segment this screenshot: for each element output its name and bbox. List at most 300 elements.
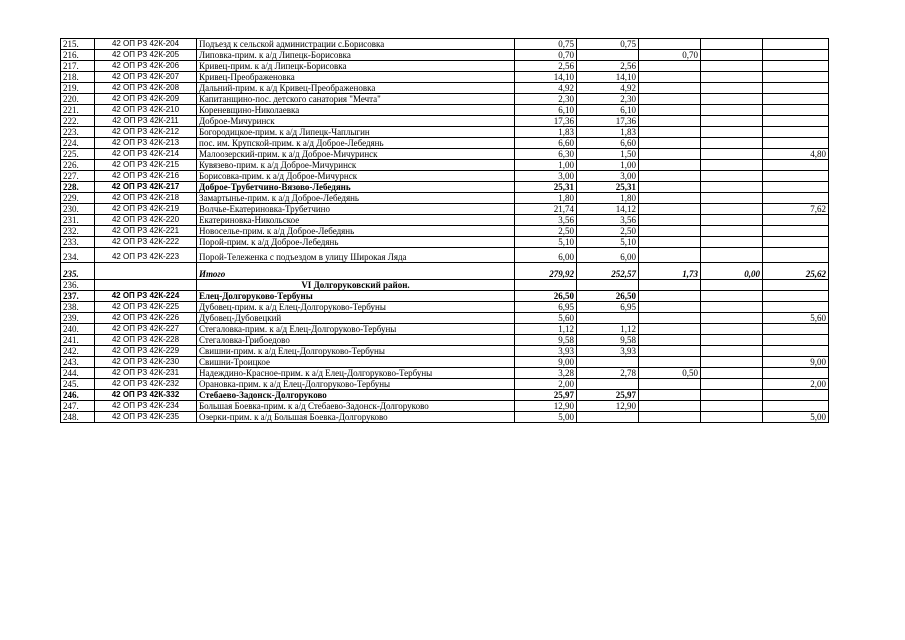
unpaved-length-cell: 9,00 <box>763 357 829 368</box>
road-name-cell: Стегаловка-Грибоедово <box>197 335 515 346</box>
other-length-cell <box>701 237 763 248</box>
row-number-cell: 232. <box>61 226 95 237</box>
table-row <box>61 280 829 291</box>
other-length-cell: 0,00 <box>701 263 763 280</box>
row-number-cell: 242. <box>61 346 95 357</box>
gravel-length-cell <box>639 138 701 149</box>
unpaved-length-cell <box>763 116 829 127</box>
road-name-cell: Кривец-прим. к а/д Липецк-Борисовка <box>197 61 515 72</box>
total-length-cell: 17,36 <box>515 116 577 127</box>
row-number-cell: 247. <box>61 401 95 412</box>
unpaved-length-cell <box>763 171 829 182</box>
asphalt-length-cell: 12,90 <box>577 401 639 412</box>
road-code-cell: 42 ОП РЗ 42К-204 <box>95 39 197 50</box>
road-code-cell: 42 ОП РЗ 42К-221 <box>95 226 197 237</box>
unpaved-length-cell <box>763 182 829 193</box>
table-row <box>61 401 829 412</box>
road-code-cell: 42 ОП РЗ 42К-227 <box>95 324 197 335</box>
road-name-cell: Дальний-прим. к а/д Кривец-Преображеновка <box>197 83 515 94</box>
road-name-cell: Доброе-Мичуринск <box>197 116 515 127</box>
other-length-cell <box>701 357 763 368</box>
road-code-cell: 42 ОП РЗ 42К-230 <box>95 357 197 368</box>
road-code-cell: 42 ОП РЗ 42К-234 <box>95 401 197 412</box>
road-code-cell: 42 ОП РЗ 42К-222 <box>95 237 197 248</box>
road-name-cell: Орановка-прим. к а/д Елец-Долгоруково-Тербуны <box>197 379 515 390</box>
row-number-cell: 235. <box>61 263 95 280</box>
unpaved-length-cell: 25,62 <box>763 263 829 280</box>
total-length-cell: 12,90 <box>515 401 577 412</box>
table-body <box>61 39 829 423</box>
table-row <box>61 83 829 94</box>
gravel-length-cell <box>639 215 701 226</box>
road-name-cell: Елец-Долгоруково-Тербуны <box>197 291 515 302</box>
other-length-cell <box>701 138 763 149</box>
road-code-cell: 42 ОП РЗ 42К-228 <box>95 335 197 346</box>
unpaved-length-cell <box>763 237 829 248</box>
table-row <box>61 226 829 237</box>
other-length-cell <box>701 160 763 171</box>
road-code-cell: 42 ОП РЗ 42К-206 <box>95 61 197 72</box>
other-length-cell <box>701 302 763 313</box>
table-row <box>61 50 829 61</box>
row-number-cell: 227. <box>61 171 95 182</box>
asphalt-length-cell: 6,95 <box>577 302 639 313</box>
road-name-cell: Свишни-прим. к а/д Елец-Долгоруково-Тербуны <box>197 346 515 357</box>
unpaved-length-cell <box>763 138 829 149</box>
other-length-cell <box>701 313 763 324</box>
total-length-cell: 2,50 <box>515 226 577 237</box>
total-length-cell: 1,00 <box>515 160 577 171</box>
row-number-cell: 236. <box>61 280 95 291</box>
table-row <box>61 116 829 127</box>
asphalt-length-cell: 1,00 <box>577 160 639 171</box>
road-name-cell: Итого <box>197 263 515 280</box>
asphalt-length-cell: 2,50 <box>577 226 639 237</box>
gravel-length-cell <box>639 280 701 291</box>
road-name-cell: Замартынье-прим. к а/д Доброе-Лебедянь <box>197 193 515 204</box>
other-length-cell <box>701 39 763 50</box>
gravel-length-cell <box>639 204 701 215</box>
unpaved-length-cell: 2,00 <box>763 379 829 390</box>
road-code-cell: 42 ОП РЗ 42К-214 <box>95 149 197 160</box>
gravel-length-cell: 1,73 <box>639 263 701 280</box>
table-row <box>61 149 829 160</box>
table-row <box>61 160 829 171</box>
other-length-cell <box>701 346 763 357</box>
gravel-length-cell <box>639 412 701 423</box>
gravel-length-cell <box>639 105 701 116</box>
total-length-cell: 6,30 <box>515 149 577 160</box>
gravel-length-cell: 0,70 <box>639 50 701 61</box>
road-code-cell: 42 ОП РЗ 42К-231 <box>95 368 197 379</box>
asphalt-length-cell <box>577 357 639 368</box>
asphalt-length-cell <box>577 313 639 324</box>
road-code-cell: 42 ОП РЗ 42К-207 <box>95 72 197 83</box>
gravel-length-cell <box>639 94 701 105</box>
road-name-cell: Надеждино-Красное-прим. к а/д Елец-Долгоруково-Тербуны <box>197 368 515 379</box>
table-row <box>61 313 829 324</box>
unpaved-length-cell <box>763 127 829 138</box>
total-length-cell: 3,00 <box>515 171 577 182</box>
other-length-cell <box>701 324 763 335</box>
unpaved-length-cell <box>763 226 829 237</box>
asphalt-length-cell: 26,50 <box>577 291 639 302</box>
other-length-cell <box>701 94 763 105</box>
asphalt-length-cell: 4,92 <box>577 83 639 94</box>
other-length-cell <box>701 61 763 72</box>
asphalt-length-cell: 2,78 <box>577 368 639 379</box>
other-length-cell <box>701 248 763 263</box>
row-number-cell: 238. <box>61 302 95 313</box>
gravel-length-cell <box>639 116 701 127</box>
unpaved-length-cell <box>763 368 829 379</box>
row-number-cell: 225. <box>61 149 95 160</box>
row-number-cell: 217. <box>61 61 95 72</box>
road-name-cell: Екатериновка-Никольское <box>197 215 515 226</box>
gravel-length-cell <box>639 248 701 263</box>
table-row <box>61 291 829 302</box>
asphalt-length-cell: 0,75 <box>577 39 639 50</box>
road-code-cell: 42 ОП РЗ 42К-229 <box>95 346 197 357</box>
total-length-cell: 3,56 <box>515 215 577 226</box>
other-length-cell <box>701 335 763 346</box>
total-length-cell: 1,83 <box>515 127 577 138</box>
total-length-cell: 0,75 <box>515 39 577 50</box>
asphalt-length-cell <box>577 379 639 390</box>
table-row <box>61 379 829 390</box>
road-code-cell: 42 ОП РЗ 42К-216 <box>95 171 197 182</box>
row-number-cell: 215. <box>61 39 95 50</box>
total-length-cell: 26,50 <box>515 291 577 302</box>
unpaved-length-cell: 7,62 <box>763 204 829 215</box>
unpaved-length-cell <box>763 302 829 313</box>
road-code-cell: 42 ОП РЗ 42К-232 <box>95 379 197 390</box>
total-length-cell: 6,60 <box>515 138 577 149</box>
road-code-cell: 42 ОП РЗ 42К-226 <box>95 313 197 324</box>
table-row <box>61 390 829 401</box>
unpaved-length-cell <box>763 61 829 72</box>
table-row <box>61 127 829 138</box>
road-code-cell: 42 ОП РЗ 42К-224 <box>95 291 197 302</box>
unpaved-length-cell <box>763 280 829 291</box>
road-code-cell <box>95 263 197 280</box>
table-row <box>61 215 829 226</box>
row-number-cell: 228. <box>61 182 95 193</box>
total-length-cell: 5,10 <box>515 237 577 248</box>
asphalt-length-cell: 1,83 <box>577 127 639 138</box>
gravel-length-cell <box>639 335 701 346</box>
asphalt-length-cell: 25,31 <box>577 182 639 193</box>
asphalt-length-cell: 3,00 <box>577 171 639 182</box>
total-length-cell: 3,93 <box>515 346 577 357</box>
road-code-cell: 42 ОП РЗ 42К-205 <box>95 50 197 61</box>
road-code-cell: 42 ОП РЗ 42К-212 <box>95 127 197 138</box>
row-number-cell: 237. <box>61 291 95 302</box>
table-row <box>61 357 829 368</box>
row-number-cell: 233. <box>61 237 95 248</box>
asphalt-length-cell <box>577 280 639 291</box>
unpaved-length-cell <box>763 83 829 94</box>
asphalt-length-cell: 252,57 <box>577 263 639 280</box>
unpaved-length-cell <box>763 39 829 50</box>
other-length-cell <box>701 215 763 226</box>
other-length-cell <box>701 204 763 215</box>
row-number-cell: 222. <box>61 116 95 127</box>
asphalt-length-cell: 3,56 <box>577 215 639 226</box>
other-length-cell <box>701 127 763 138</box>
asphalt-length-cell: 14,10 <box>577 72 639 83</box>
road-name-cell: Кореневщино-Николаевка <box>197 105 515 116</box>
road-name-cell: Малоозерский-прим. к а/д Доброе-Мичуринск <box>197 149 515 160</box>
row-number-cell: 223. <box>61 127 95 138</box>
total-length-cell: 2,30 <box>515 94 577 105</box>
gravel-length-cell <box>639 61 701 72</box>
road-name-cell: Новоселье-прим. к а/д Доброе-Лебедянь <box>197 226 515 237</box>
road-name-cell: Волчье-Екатериновка-Трубетчино <box>197 204 515 215</box>
road-name-cell: Липовка-прим. к а/д Липецк-Борисовка <box>197 50 515 61</box>
road-code-cell <box>95 280 197 291</box>
road-name-cell: Большая Боевка-прим. к а/д Стебаево-Задонск-Долгоруково <box>197 401 515 412</box>
asphalt-length-cell: 6,60 <box>577 138 639 149</box>
table-row <box>61 335 829 346</box>
unpaved-length-cell <box>763 335 829 346</box>
unpaved-length-cell <box>763 193 829 204</box>
row-number-cell: 231. <box>61 215 95 226</box>
other-length-cell <box>701 171 763 182</box>
table-row <box>61 346 829 357</box>
row-number-cell: 244. <box>61 368 95 379</box>
row-number-cell: 239. <box>61 313 95 324</box>
table-row <box>61 324 829 335</box>
gravel-length-cell <box>639 193 701 204</box>
road-name-cell: Богородицкое-прим. к а/д Липецк-Чаплыгин <box>197 127 515 138</box>
row-number-cell: 245. <box>61 379 95 390</box>
table-row <box>61 94 829 105</box>
total-length-cell: 0,70 <box>515 50 577 61</box>
row-number-cell: 240. <box>61 324 95 335</box>
asphalt-length-cell: 1,50 <box>577 149 639 160</box>
row-number-cell: 221. <box>61 105 95 116</box>
asphalt-length-cell: 1,12 <box>577 324 639 335</box>
row-number-cell: 224. <box>61 138 95 149</box>
row-number-cell: 229. <box>61 193 95 204</box>
unpaved-length-cell <box>763 248 829 263</box>
table-row <box>61 171 829 182</box>
other-length-cell <box>701 401 763 412</box>
table-row <box>61 105 829 116</box>
road-code-cell: 42 ОП РЗ 42К-217 <box>95 182 197 193</box>
total-length-cell: 9,00 <box>515 357 577 368</box>
road-name-cell: VI Долгоруковский район. <box>197 280 515 291</box>
road-code-cell: 42 ОП РЗ 42К-220 <box>95 215 197 226</box>
total-length-cell: 25,97 <box>515 390 577 401</box>
road-code-cell: 42 ОП РЗ 42К-332 <box>95 390 197 401</box>
other-length-cell <box>701 50 763 61</box>
total-length-cell: 21,74 <box>515 204 577 215</box>
row-number-cell: 234. <box>61 248 95 263</box>
other-length-cell <box>701 193 763 204</box>
road-code-cell: 42 ОП РЗ 42К-210 <box>95 105 197 116</box>
other-length-cell <box>701 291 763 302</box>
road-name-cell: Подъезд к сельской администрации с.Борисовка <box>197 39 515 50</box>
table-row <box>61 193 829 204</box>
road-name-cell: Кривец-Преображеновка <box>197 72 515 83</box>
road-name-cell: Порой-прим. к а/д Доброе-Лебедянь <box>197 237 515 248</box>
asphalt-length-cell: 14,12 <box>577 204 639 215</box>
total-length-cell <box>515 280 577 291</box>
other-length-cell <box>701 226 763 237</box>
gravel-length-cell <box>639 346 701 357</box>
road-name-cell: Кувязево-прим. к а/д Доброе-Мичуринск <box>197 160 515 171</box>
asphalt-length-cell: 17,36 <box>577 116 639 127</box>
unpaved-length-cell <box>763 215 829 226</box>
unpaved-length-cell <box>763 94 829 105</box>
unpaved-length-cell: 4,80 <box>763 149 829 160</box>
row-number-cell: 226. <box>61 160 95 171</box>
unpaved-length-cell <box>763 401 829 412</box>
gravel-length-cell: 0,50 <box>639 368 701 379</box>
asphalt-length-cell: 1,80 <box>577 193 639 204</box>
row-number-cell: 220. <box>61 94 95 105</box>
road-name-cell: Капитанщино-пос. детского санатория "Мечта" <box>197 94 515 105</box>
table-row <box>61 237 829 248</box>
unpaved-length-cell: 5,60 <box>763 313 829 324</box>
gravel-length-cell <box>639 160 701 171</box>
unpaved-length-cell <box>763 390 829 401</box>
total-length-cell: 3,28 <box>515 368 577 379</box>
road-code-cell: 42 ОП РЗ 42К-208 <box>95 83 197 94</box>
road-name-cell: Стегаловка-прим. к а/д Елец-Долгоруково-Тербуны <box>197 324 515 335</box>
asphalt-length-cell: 3,93 <box>577 346 639 357</box>
total-length-cell: 1,80 <box>515 193 577 204</box>
road-name-cell: пос. им. Крупской-прим. к а/д Доброе-Лебедянь <box>197 138 515 149</box>
total-length-cell: 5,00 <box>515 412 577 423</box>
road-code-cell: 42 ОП РЗ 42К-218 <box>95 193 197 204</box>
row-number-cell: 218. <box>61 72 95 83</box>
table-row <box>61 72 829 83</box>
row-number-cell: 219. <box>61 83 95 94</box>
road-name-cell: Стебаево-Задонск-Долгоруково <box>197 390 515 401</box>
unpaved-length-cell <box>763 50 829 61</box>
gravel-length-cell <box>639 83 701 94</box>
road-name-cell: Дубовец-прим. к а/д Елец-Долгоруково-Тербуны <box>197 302 515 313</box>
table-row <box>61 368 829 379</box>
table-row <box>61 204 829 215</box>
road-register-table <box>60 38 829 423</box>
table-row <box>61 39 829 50</box>
total-length-cell: 25,31 <box>515 182 577 193</box>
road-name-cell: Свишни-Троицкое <box>197 357 515 368</box>
other-length-cell <box>701 105 763 116</box>
asphalt-length-cell <box>577 412 639 423</box>
total-length-cell: 5,60 <box>515 313 577 324</box>
other-length-cell <box>701 72 763 83</box>
road-code-cell: 42 ОП РЗ 42К-211 <box>95 116 197 127</box>
road-code-cell: 42 ОП РЗ 42К-235 <box>95 412 197 423</box>
road-name-cell: Дубовец-Дубовецкий <box>197 313 515 324</box>
unpaved-length-cell <box>763 72 829 83</box>
asphalt-length-cell: 6,00 <box>577 248 639 263</box>
total-length-cell: 9,58 <box>515 335 577 346</box>
gravel-length-cell <box>639 226 701 237</box>
road-code-cell: 42 ОП РЗ 42К-223 <box>95 248 197 263</box>
other-length-cell <box>701 280 763 291</box>
gravel-length-cell <box>639 182 701 193</box>
row-number-cell: 230. <box>61 204 95 215</box>
other-length-cell <box>701 368 763 379</box>
total-length-cell: 4,92 <box>515 83 577 94</box>
row-number-cell: 248. <box>61 412 95 423</box>
table-row <box>61 302 829 313</box>
gravel-length-cell <box>639 291 701 302</box>
total-length-cell: 14,10 <box>515 72 577 83</box>
other-length-cell <box>701 412 763 423</box>
other-length-cell <box>701 149 763 160</box>
gravel-length-cell <box>639 313 701 324</box>
road-name-cell: Порой-Тележенка с подъездом в улицу Широкая Ляда <box>197 248 515 263</box>
table-row <box>61 61 829 72</box>
gravel-length-cell <box>639 72 701 83</box>
other-length-cell <box>701 182 763 193</box>
gravel-length-cell <box>639 401 701 412</box>
road-name-cell: Борисовка-прим. к а/д Доброе-Мичурнск <box>197 171 515 182</box>
table-row <box>61 248 829 263</box>
road-code-cell: 42 ОП РЗ 42К-215 <box>95 160 197 171</box>
asphalt-length-cell: 9,58 <box>577 335 639 346</box>
table-row <box>61 412 829 423</box>
asphalt-length-cell <box>577 50 639 61</box>
other-length-cell <box>701 83 763 94</box>
unpaved-length-cell <box>763 324 829 335</box>
gravel-length-cell <box>639 302 701 313</box>
total-length-cell: 2,56 <box>515 61 577 72</box>
asphalt-length-cell: 25,97 <box>577 390 639 401</box>
total-length-cell: 1,12 <box>515 324 577 335</box>
total-length-cell: 2,00 <box>515 379 577 390</box>
gravel-length-cell <box>639 127 701 138</box>
unpaved-length-cell <box>763 291 829 302</box>
gravel-length-cell <box>639 324 701 335</box>
gravel-length-cell <box>639 237 701 248</box>
road-code-cell: 42 ОП РЗ 42К-209 <box>95 94 197 105</box>
row-number-cell: 246. <box>61 390 95 401</box>
gravel-length-cell <box>639 357 701 368</box>
gravel-length-cell <box>639 149 701 160</box>
asphalt-length-cell: 2,30 <box>577 94 639 105</box>
asphalt-length-cell: 2,56 <box>577 61 639 72</box>
other-length-cell <box>701 390 763 401</box>
road-code-cell: 42 ОП РЗ 42К-219 <box>95 204 197 215</box>
unpaved-length-cell <box>763 160 829 171</box>
unpaved-length-cell <box>763 346 829 357</box>
unpaved-length-cell <box>763 105 829 116</box>
gravel-length-cell <box>639 390 701 401</box>
total-length-cell: 6,10 <box>515 105 577 116</box>
asphalt-length-cell: 6,10 <box>577 105 639 116</box>
road-name-cell: Озерки-прим. к а/д Большая Боевка-Долгоруково <box>197 412 515 423</box>
unpaved-length-cell: 5,00 <box>763 412 829 423</box>
row-number-cell: 243. <box>61 357 95 368</box>
table-row <box>61 182 829 193</box>
road-name-cell: Доброе-Трубетчино-Вязово-Лебедянь <box>197 182 515 193</box>
gravel-length-cell <box>639 379 701 390</box>
total-length-cell: 6,95 <box>515 302 577 313</box>
road-code-cell: 42 ОП РЗ 42К-225 <box>95 302 197 313</box>
gravel-length-cell <box>639 39 701 50</box>
table-row <box>61 263 829 280</box>
table-row <box>61 138 829 149</box>
road-code-cell: 42 ОП РЗ 42К-213 <box>95 138 197 149</box>
